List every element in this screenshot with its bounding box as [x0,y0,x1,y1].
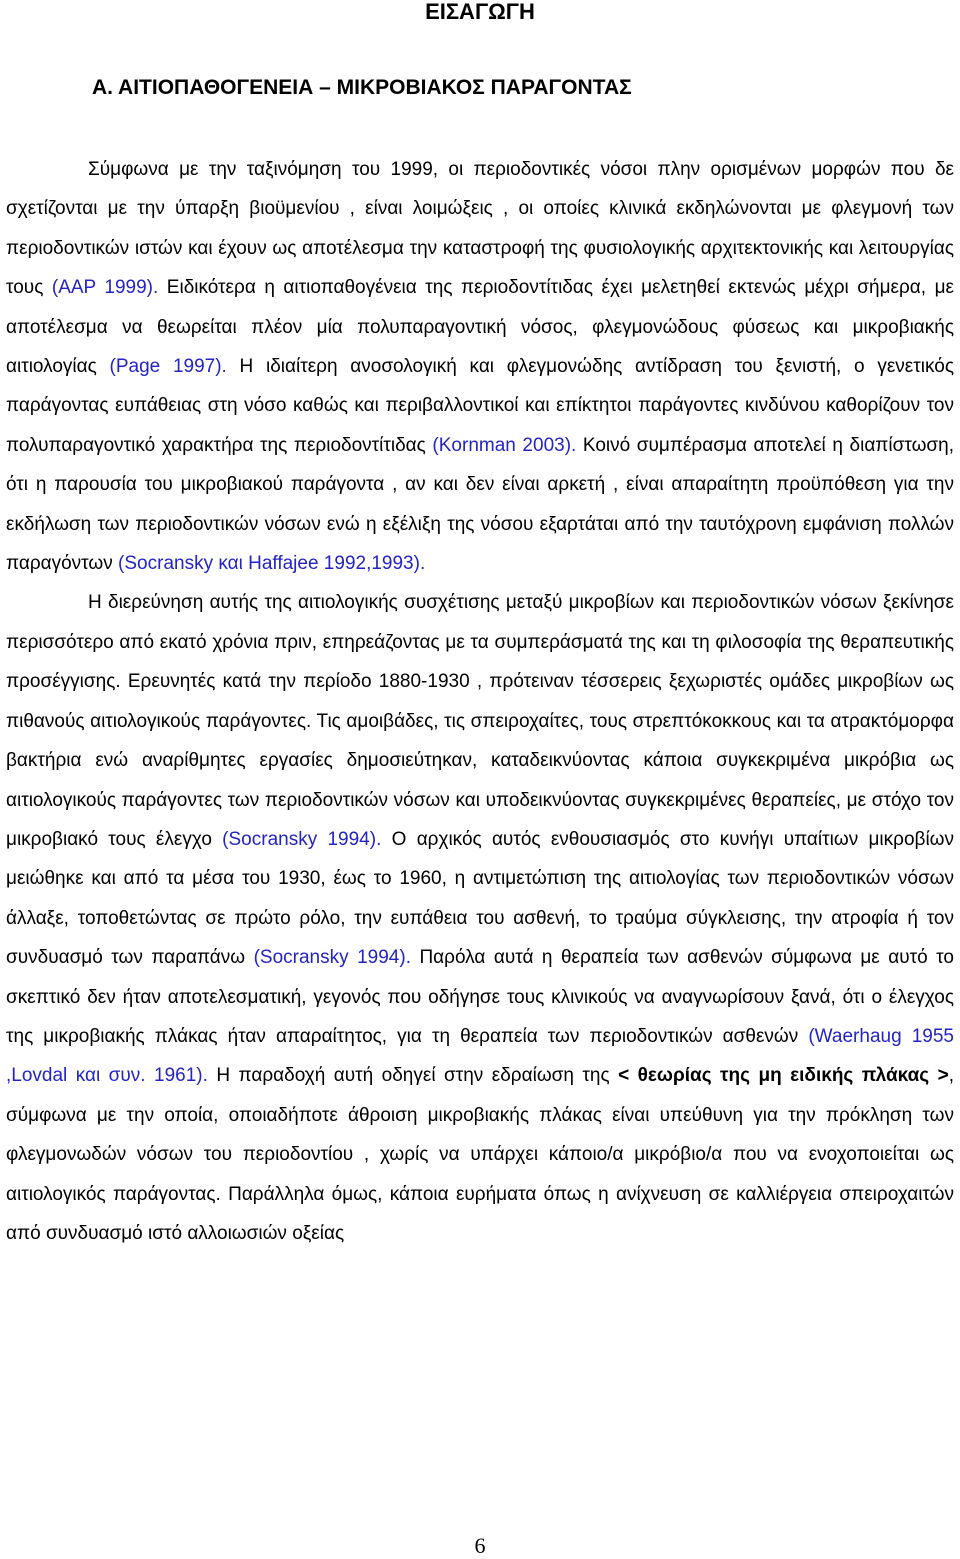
citation-socransky-1994-b: (Socransky 1994). [253,947,411,969]
paragraph-1 [6,150,954,583]
paragraph-1-text-4: Κοινό συμπέρασμα αποτελεί η διαπίστωση, ότι η παρουσία του μικροβιακού παράγοντα , αν και δεν είναι αρκετή , είναι απαραίτητη προϋπόθεση για την εκδήλωση των περιοδοντικών νόσων ενώ η εξέλιξη της νόσου εξαρτάται από την ταυτόχρονη εμφάνιση πολλών παραγόντων [6,434,954,575]
citation-socransky-haffajee: (Socransky και Haffajee 1992,1993). [118,553,426,575]
bold-term-nonspecific-plaque: < θεωρίας της μη ειδικής πλάκας > [618,1065,949,1087]
page-title: ΕΙΣΑΓΩΓΗ [425,0,535,24]
paragraph-2-text-5: , σύμφωνα με την οποία, οποιαδήποτε άθροιση μικροβιακής πλάκας είναι υπεύθυνη για την πρόκληση των φλεγμονωδών νόσων του περιοδοντίου , χωρίς να υπάρχει κάποιο/α μικρόβιο/α που να ενοχοποιείται ως αιτιολογικός παράγοντας. Παράλληλα όμως, κάποια ευρήματα όπως η ανίχνευση σε καλλιέργεια σπειροχαιτών από συνδυασμό ιστό αλλοιωσιών οξείας [6,1065,954,1244]
paragraph-2 [6,583,954,1253]
citation-aap-1999: (AAP 1999). [51,277,159,299]
paragraph-1-text-3: Η ιδιαίτερη ανοσολογική και φλεγμονώδης αντίδραση του ξενιστή, ο γενετικός παράγοντας ευπάθειας στη νόσο καθώς και περιβαλλοντικοί και επίκτητοι παράγοντες κινδύνου καθορίζουν τον πολυπαραγοντικό χαρακτήρα της περιοδοντίτιδας [6,356,954,456]
paragraph-2-text-2: Ο αρχικός αυτός ενθουσιασμός στο κυνήγι υπαίτιων μικροβίων μειώθηκε και από τα μέσα του 1930, έως το 1960, η αντιμετώπιση της αιτιολογίας των περιοδοντικών νόσων άλλαξε, τοποθετώντας σε πρώτο ρόλο, την ευπάθεια του ασθενή, το τραύμα σύγκλεισης, την ατροφία ή τον συνδυασμό των παραπάνω [6,828,954,969]
paragraph-1-text-1: Σύμφωνα με την ταξινόμηση του 1999, οι περιοδοντικές νόσοι πλην ορισμένων μορφών που δε σχετίζονται με την ύπαρξη βιοϋμενίου , είναι λοιμώξεις , οι οποίες κλινικά εκδηλώνονται με φλεγμονή των περιοδοντικών ιστών και έχουν ως αποτέλεσμα την καταστροφή της φυσιολογικής αρχιτεκτονικής και λειτουργίας τους [6,159,954,299]
citation-kornman-2003: (Kornman 2003). [432,434,577,456]
citation-socransky-1994-a: (Socransky 1994). [222,828,382,850]
page-number: 6 [474,1533,486,1558]
citation-page-1997: (Page 1997). [109,356,227,378]
paragraph-1-text-2: Ειδικότερα η αιτιοπαθογένεια της περιοδοντίτιδας έχει μελετηθεί εκτενώς μέχρι σήμερα, με αποτέλεσμα να θεωρείται πλέον μία πολυπαραγοντική νόσος, φλεγμονώδους φύσεως και μικροβιακής αιτιολογίας [6,277,955,378]
paragraph-2-text-1: Η διερεύνηση αυτής της αιτιολογικής συσχέτισης μεταξύ μικροβίων και περιοδοντικών νόσων ξεκίνησε περισσότερο από εκατό χρόνια πριν, επηρεάζοντας με τα συμπεράσματά της και τη φιλοσοφία της θεραπευτικής προσέγγισης. Ερευνητές κατά την περίοδο 1880-1930 , πρότειναν τέσσερεις ξεχωριστές ομάδες μικροβίων ως πιθανούς αιτιολογικούς παράγοντες. Τις αμοιβάδες, τις σπειροχαίτες, τους στρεπτόκοκκους και τα ατρακτόμορφα βακτήρια ενώ αναρίθμητες εργασίες δημοσιεύτηκαν, καταδεικνύοντας κάποια συγκεκριμένα μικρόβια ως αιτιολογικούς παράγοντες των περιοδοντικών νόσων και υποδεικνύοντας συγκεκριμένες θεραπείες, με στόχο τον μικροβιακό τους έλεγχο [6,592,954,850]
section-heading: Α. ΑΙΤΙΟΠΑΘΟΓΕΝΕΙΑ – ΜΙΚΡΟΒΙΑΚΟΣ ΠΑΡΑΓΟΝΤΑΣ [92,76,632,99]
body-text [6,150,954,1253]
citation-waerhaug-lovdal: (Waerhaug 1955 ,Lovdal και συν. 1961). [6,1025,954,1087]
paragraph-2-text-3: Παρόλα αυτά η θεραπεία των ασθενών σύμφωνα με αυτό το σκεπτικό δεν ήταν αποτελεσματική, γεγονός που οδήγησε τους κλινικούς να αναγνωρίσουν ξανά, ότι ο έλεγχος της μικροβιακής πλάκας ήταν απαραίτητος, για τη θεραπεία των περιοδοντικών ασθενών [6,947,954,1047]
paragraph-2-text-4: Η παραδοχή αυτή οδηγεί στην εδραίωση της [207,1065,619,1087]
